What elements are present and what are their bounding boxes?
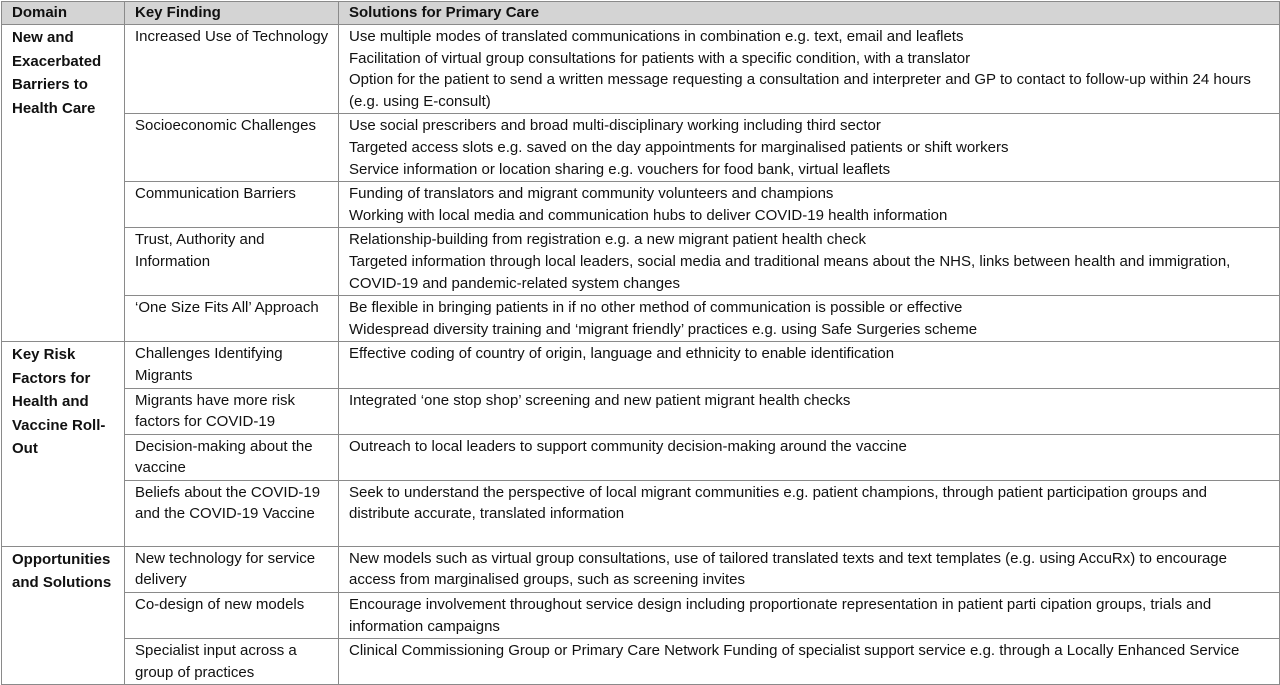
solution-item: Seek to understand the perspective of local migrant communities e.g. patient champions, through patient participation groups and distribute accurate, translated information — [349, 483, 1208, 523]
domain-cell: New and Exacerbated Barriers to Health Care — [2, 25, 125, 342]
key-finding-cell: Specialist input across a group of practices — [125, 639, 339, 685]
solutions-cell — [339, 228, 1280, 296]
key-finding-cell: New technology for service delivery — [125, 546, 339, 592]
solution-item: Targeted information through local leaders, social media and traditional means about the NHS, links between health and immigration, COVID-19 and pandemic-related system changes — [349, 252, 1231, 292]
solution-item: Widespread diversity training and ‘migrant friendly’ practices e.g. using Safe Surgeries scheme — [349, 320, 978, 338]
solutions-cell — [339, 25, 1280, 114]
table-row — [2, 546, 1280, 592]
key-finding-cell: Trust, Authority and Information — [125, 228, 339, 296]
solutions-cell — [339, 388, 1280, 434]
solution-item: Effective coding of country of origin, language and ethnicity to enable identification — [349, 345, 895, 363]
domain-cell: Key Risk Factors for Health and Vaccine Roll-Out — [2, 342, 125, 547]
solution-item: Clinical Commissioning Group or Primary Care Network Funding of specialist support service e.g. through a Locally Enhanced Service — [349, 642, 1240, 660]
key-finding-cell: Beliefs about the COVID-19 and the COVID-19 Vaccine — [125, 480, 339, 546]
header-row — [2, 2, 1280, 25]
solutions-cell — [339, 342, 1280, 388]
solution-item: Outreach to local leaders to support community decision-making around the vaccine — [349, 437, 907, 455]
solution-item: Be flexible in bringing patients in if no other method of communication is possible or effective — [349, 299, 963, 317]
solution-item: Use social prescribers and broad multi-disciplinary working including third sector — [349, 117, 881, 135]
solutions-cell — [339, 480, 1280, 546]
key-finding-cell: Increased Use of Technology — [125, 25, 339, 114]
solution-item: Funding of translators and migrant community volunteers and champions — [349, 185, 834, 203]
domain-cell: Opportunities and Solutions — [2, 546, 125, 685]
table-row — [2, 228, 1280, 296]
solutions-cell — [339, 296, 1280, 342]
table-row — [2, 480, 1280, 546]
header-domain: Domain — [2, 2, 125, 25]
table-row — [2, 639, 1280, 685]
table-row — [2, 25, 1280, 114]
solution-item: Integrated ‘one stop shop’ screening and new patient migrant health checks — [349, 391, 851, 409]
solution-item: Encourage involvement throughout service design including proportionate representation in patient parti cipation groups, trials and information campaigns — [349, 596, 1212, 635]
table-row — [2, 388, 1280, 434]
solutions-cell — [339, 546, 1280, 592]
header-key-finding: Key Finding — [125, 2, 339, 25]
solutions-cell — [339, 182, 1280, 228]
solutions-cell — [339, 639, 1280, 685]
table-body — [2, 25, 1280, 685]
table-row — [2, 593, 1280, 639]
solutions-cell — [339, 593, 1280, 639]
key-finding-cell: Migrants have more risk factors for COVID-19 — [125, 388, 339, 434]
table-row — [2, 434, 1280, 480]
key-finding-cell: Challenges Identifying Migrants — [125, 342, 339, 388]
table-row — [2, 182, 1280, 228]
key-finding-cell: Co-design of new models — [125, 593, 339, 639]
header-solutions: Solutions for Primary Care — [339, 2, 1280, 25]
solutions-cell — [339, 434, 1280, 480]
key-finding-cell: ‘One Size Fits All’ Approach — [125, 296, 339, 342]
solution-item: Service information or location sharing e.g. vouchers for food bank, virtual leaflets — [349, 160, 891, 178]
solution-item: Targeted access slots e.g. saved on the day appointments for marginalised patients or shift workers — [349, 138, 1009, 156]
key-finding-cell: Socioeconomic Challenges — [125, 114, 339, 182]
key-finding-cell: Decision-making about the vaccine — [125, 434, 339, 480]
solution-item: New models such as virtual group consultations, use of tailored translated texts and text templates (e.g. using AccuRx) to encourage access from marginalised groups, such as screening invites — [349, 549, 1227, 589]
solution-item: Relationship-building from registration e.g. a new migrant patient health check — [349, 231, 866, 249]
solution-item: Use multiple modes of translated communications in combination e.g. text, email and leaflets — [349, 28, 964, 45]
solutions-cell — [339, 114, 1280, 182]
findings-table — [1, 1, 1280, 685]
key-finding-cell: Communication Barriers — [125, 182, 339, 228]
table-row — [2, 296, 1280, 342]
solution-item: Option for the patient to send a written message requesting a consultation and interpreter and GP to contact to follow-up within 24 hours (e.g. using E-consult) — [349, 71, 1251, 110]
solution-item: Facilitation of virtual group consultations for patients with a specific condition, with a translator — [349, 49, 971, 67]
table-row — [2, 114, 1280, 182]
solution-item: Working with local media and communication hubs to deliver COVID-19 health information — [349, 206, 948, 224]
table-row — [2, 342, 1280, 388]
